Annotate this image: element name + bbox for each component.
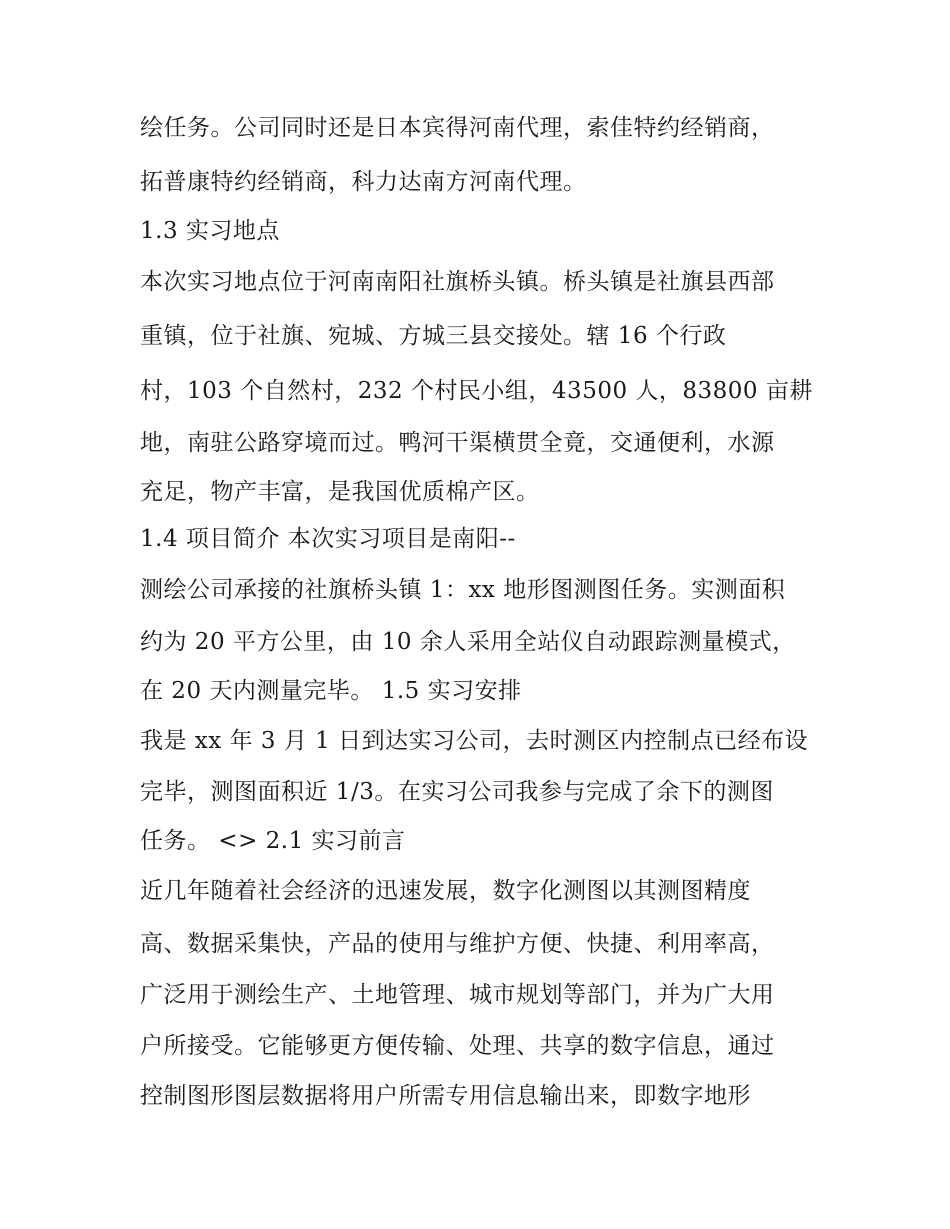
body-text-line: 村，103 个自然村，232 个村民小组，43500 人，83800 亩耕 [140,378,813,404]
body-text-line: 绘任务。公司同时还是日本宾得河南代理，索佳特约经销商， [140,115,775,141]
body-text-line: 控制图形图层数据将用户所需专用信息输出来，即数字地形 [140,1083,751,1109]
section-heading: 1.3 实习地点 [140,218,280,244]
body-text-line: 在 20 天内测量完毕。 1.5 实习安排 [140,678,522,704]
body-text-line: 重镇，位于社旗、宛城、方城三县交接处。辖 16 个行政 [140,323,727,349]
body-text-line: 地，南驻公路穿境而过。鸭河干渠横贯全竟，交通便利，水源 [140,430,775,456]
body-text-line: 约为 20 平方公里，由 10 余人采用全站仪自动跟踪测量模式， [140,629,796,655]
body-text-line: 近几年随着社会经济的迅速发展，数字化测图以其测图精度 [140,878,751,904]
body-text-line: 户所接受。它能够更方便传输、处理、共享的数字信息，通过 [140,1033,775,1059]
body-text-line: 任务。 <> 2.1 实习前言 [140,828,406,854]
body-text-line: 拓普康特约经销商，科力达南方河南代理。 [140,169,587,195]
section-heading: 1.4 项目简介 本次实习项目是南阳-- [140,526,516,552]
body-text-line: 完毕，测图面积近 1/3。在实习公司我参与完成了余下的测图 [140,779,774,805]
body-text-line: 充足，物产丰富，是我国优质棉产区。 [140,479,540,505]
body-text-line: 我是 xx 年 3 月 1 日到达实习公司，去时测区内控制点已经布设 [140,728,809,754]
body-text-line: 高、数据采集快，产品的使用与维护方便、快捷、利用率高， [140,931,775,957]
body-text-line: 测绘公司承接的社旗桥头镇 1：xx 地形图测图任务。实测面积 [140,577,786,603]
body-text-line: 本次实习地点位于河南南阳社旗桥头镇。桥头镇是社旗县西部 [140,269,775,295]
body-text-line: 广泛用于测绘生产、土地管理、城市规划等部门，并为广大用 [140,982,775,1008]
